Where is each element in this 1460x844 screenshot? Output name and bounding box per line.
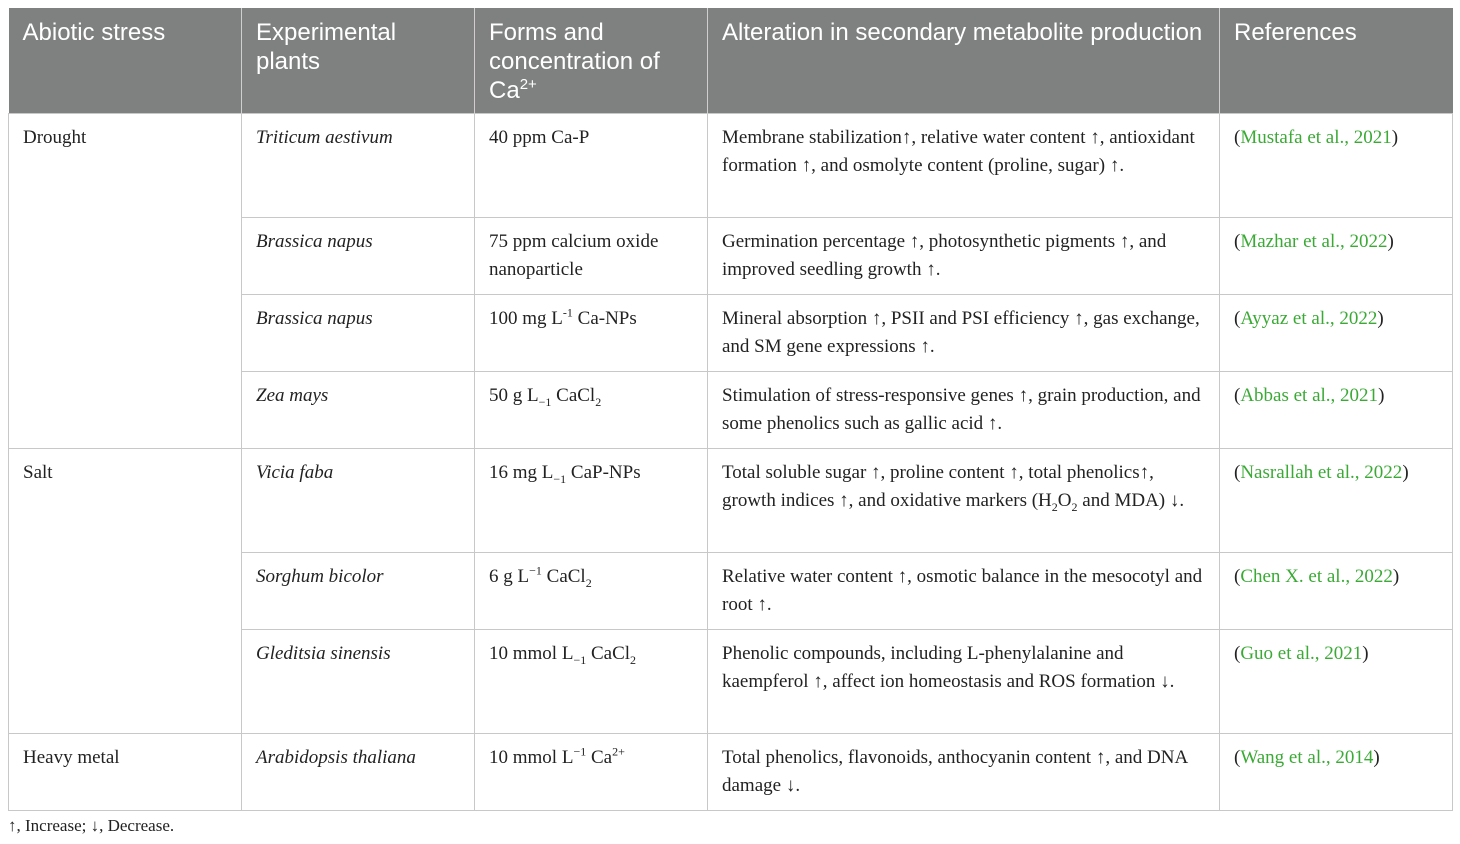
reference-cell xyxy=(1220,114,1453,218)
reference-cell xyxy=(1220,218,1453,295)
form-text: Ca xyxy=(586,747,613,768)
form-cell xyxy=(475,553,708,630)
form-sub: −1 xyxy=(573,652,587,667)
form-text: 10 mmol L xyxy=(489,643,574,664)
reference-link[interactable]: Guo et al., 2021 xyxy=(1240,643,1363,664)
reference-link[interactable]: Abbas et al., 2021 xyxy=(1240,385,1379,406)
stress-group-drought: Drought xyxy=(9,114,242,449)
header-row xyxy=(9,8,1453,114)
alteration-cell: Phenolic compounds, including L-phenylalanine and kaempferol ↑, affect ion homeostasis and ROS formation ↓. xyxy=(708,630,1220,734)
reference-link[interactable]: Ayyaz et al., 2022 xyxy=(1240,308,1378,329)
reference-link[interactable]: Mazhar et al., 2022 xyxy=(1240,231,1388,252)
form-sup: −1 xyxy=(573,744,587,759)
header-forms-sup: 2+ xyxy=(519,76,537,93)
ref-paren-open: ( xyxy=(1234,127,1241,148)
form-text: 100 mg L xyxy=(489,308,563,329)
reference-cell xyxy=(1220,372,1453,449)
form-text: CaCl xyxy=(541,566,586,587)
alteration-cell: Stimulation of stress-responsive genes ↑, grain production, and some phenolics such as gallic acid ↑. xyxy=(708,372,1220,449)
reference-cell xyxy=(1220,553,1453,630)
data-table xyxy=(8,8,1453,811)
form-text: CaCl xyxy=(551,385,596,406)
form-text: CaP-NPs xyxy=(566,462,641,483)
stress-group-salt: Salt xyxy=(9,449,242,734)
ref-paren-close: ) xyxy=(1362,643,1369,664)
form-text: 50 g L xyxy=(489,385,539,406)
form-sup: 2+ xyxy=(612,744,625,759)
reference-link[interactable]: Mustafa et al., 2021 xyxy=(1240,127,1392,148)
form-cell xyxy=(475,295,708,372)
form-text: 16 mg L xyxy=(489,462,554,483)
plant-cell: Triticum aestivum xyxy=(242,114,475,218)
ref-paren-close: ) xyxy=(1378,385,1385,406)
ref-paren-close: ) xyxy=(1377,308,1384,329)
header-references: References xyxy=(1220,8,1453,114)
form-sup: −1 xyxy=(529,563,542,578)
form-text: CaCl xyxy=(586,643,631,664)
alteration-text: and MDA) ↓. xyxy=(1077,490,1185,511)
ref-paren-open: ( xyxy=(1234,385,1241,406)
table-footnote: ↑, Increase; ↓, Decrease. xyxy=(8,816,175,835)
plant-cell: Sorghum bicolor xyxy=(242,553,475,630)
alteration-cell: Membrane stabilization↑, relative water content ↑, antioxidant formation ↑, and osmolyte content (proline, sugar) ↑. xyxy=(708,114,1220,218)
table-row xyxy=(9,114,1453,218)
ref-paren-open: ( xyxy=(1234,747,1241,768)
form-sub: 2 xyxy=(585,575,592,590)
reference-link[interactable]: Chen X. et al., 2022 xyxy=(1240,566,1393,587)
form-text: 6 g L xyxy=(489,566,530,587)
table-row xyxy=(9,734,1453,811)
form-cell xyxy=(475,449,708,553)
form-cell: 40 ppm Ca-P xyxy=(475,114,708,218)
form-cell xyxy=(475,734,708,811)
reference-cell xyxy=(1220,734,1453,811)
alteration-text: Total soluble sugar ↑, proline content ↑, total phenolics↑, growth indices ↑, and oxidative markers (H xyxy=(722,462,1154,511)
form-text: Ca-NPs xyxy=(572,308,637,329)
alteration-cell: Total phenolics, flavonoids, anthocyanin content ↑, and DNA damage ↓. xyxy=(708,734,1220,811)
header-experimental-plants: Experimental plants xyxy=(242,8,475,114)
form-text: 10 mmol L xyxy=(489,747,574,768)
ref-paren-open: ( xyxy=(1234,643,1241,664)
ref-paren-close: ) xyxy=(1392,566,1400,587)
alteration-sub: 2 xyxy=(1071,499,1078,514)
alteration-text: O xyxy=(1057,490,1072,511)
header-forms-text: Forms and concentration of Ca xyxy=(489,19,660,104)
stress-group-heavy-metal: Heavy metal xyxy=(9,734,242,811)
plant-cell: Vicia faba xyxy=(242,449,475,553)
ref-paren-close: ) xyxy=(1387,231,1394,252)
ref-paren-open: ( xyxy=(1234,231,1241,252)
header-forms-concentration xyxy=(475,8,708,114)
reference-cell xyxy=(1220,449,1453,553)
alteration-sub: 2 xyxy=(1051,499,1058,514)
alteration-cell: Relative water content ↑, osmotic balance in the mesocotyl and root ↑. xyxy=(708,553,1220,630)
ref-paren-open: ( xyxy=(1234,462,1241,483)
reference-link[interactable]: Nasrallah et al., 2022 xyxy=(1240,462,1403,483)
form-cell: 75 ppm calcium oxide nanoparticle xyxy=(475,218,708,295)
alteration-cell xyxy=(708,449,1220,553)
plant-cell: Gleditsia sinensis xyxy=(242,630,475,734)
plant-cell: Brassica napus xyxy=(242,295,475,372)
plant-cell: Brassica napus xyxy=(242,218,475,295)
reference-cell xyxy=(1220,295,1453,372)
reference-cell xyxy=(1220,630,1453,734)
ref-paren-close: ) xyxy=(1391,127,1399,148)
ref-paren-open: ( xyxy=(1234,566,1241,587)
ref-paren-open: ( xyxy=(1234,308,1241,329)
form-cell xyxy=(475,630,708,734)
table-row xyxy=(9,449,1453,553)
alteration-cell: Germination percentage ↑, photosynthetic pigments ↑, and improved seedling growth ↑. xyxy=(708,218,1220,295)
plant-cell: Arabidopsis thaliana xyxy=(242,734,475,811)
ref-paren-close: ) xyxy=(1402,462,1409,483)
header-abiotic-stress: Abiotic stress xyxy=(9,8,242,114)
form-cell xyxy=(475,372,708,449)
alteration-cell: Mineral absorption ↑, PSII and PSI efficiency ↑, gas exchange, and SM gene expressions ↑. xyxy=(708,295,1220,372)
form-sup: -1 xyxy=(562,305,573,320)
form-sub: −1 xyxy=(553,471,567,486)
form-sub: 2 xyxy=(630,652,637,667)
ref-paren-close: ) xyxy=(1373,747,1380,768)
reference-link[interactable]: Wang et al., 2014 xyxy=(1240,747,1374,768)
plant-cell: Zea mays xyxy=(242,372,475,449)
form-sub: 2 xyxy=(595,394,602,409)
form-sub: −1 xyxy=(538,394,552,409)
header-alteration: Alteration in secondary metabolite production xyxy=(708,8,1220,114)
